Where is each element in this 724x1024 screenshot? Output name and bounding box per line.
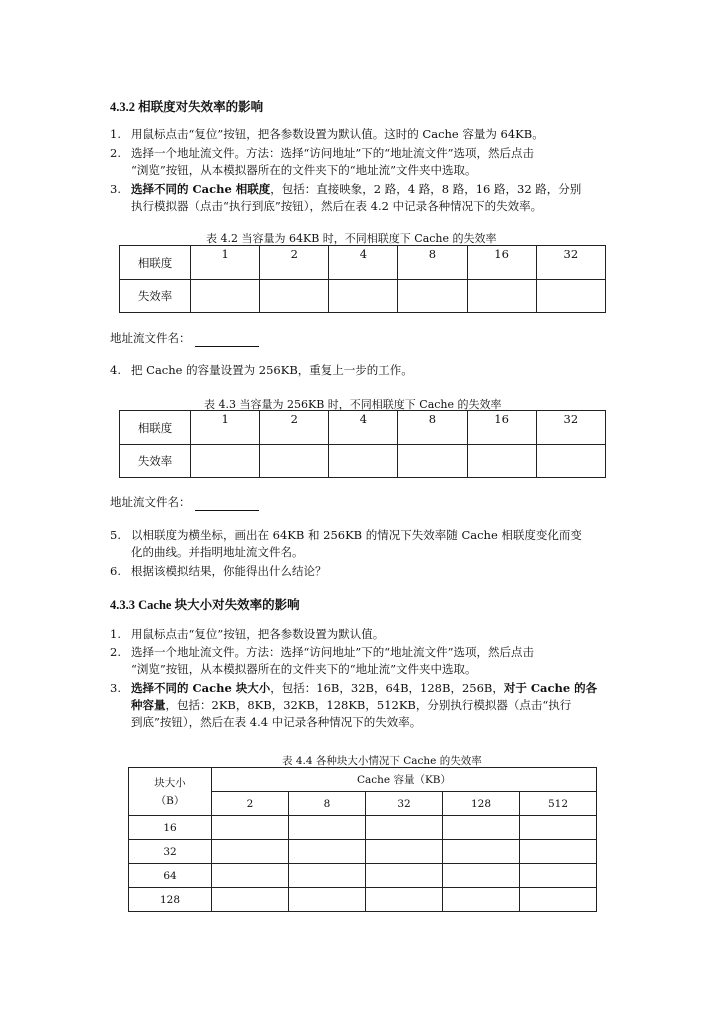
table-cell	[520, 864, 597, 888]
table-cell	[443, 840, 520, 864]
table-cell	[398, 280, 467, 313]
table-cell	[398, 445, 467, 478]
table-cell	[520, 816, 597, 840]
table-4-4: 块大小 （B） Cache 容量（KB） 2 8 32 128 512 16 32 64 128	[128, 767, 597, 912]
blank-line	[195, 498, 259, 511]
table-4-2: 相联度 1 2 4 8 16 32 失效率	[119, 245, 606, 313]
section-heading-4-3-3: 4.3.3 Cache 块大小对失效率的影响	[110, 598, 300, 612]
table-cell	[191, 280, 260, 313]
table-cell	[212, 888, 289, 912]
table-cell	[536, 445, 605, 478]
table-cell	[260, 280, 329, 313]
table-cell	[212, 840, 289, 864]
table-4-3: 相联度 1 2 4 8 16 32 失效率	[119, 410, 606, 478]
table-cell	[289, 840, 366, 864]
table-corner-header: 块大小 （B）	[129, 768, 212, 816]
address-file-label-1: 地址流文件名：	[110, 330, 259, 347]
table-cell	[520, 888, 597, 912]
table-row-label: 失效率	[120, 445, 191, 478]
table-cell	[366, 840, 443, 864]
table-cell	[191, 445, 260, 478]
table-4-2-caption: 表 4.2 当容量为 64KB 时，不同相联度下 Cache 的失效率	[206, 232, 497, 245]
table-row-label: 相联度	[120, 246, 191, 280]
table-cell	[366, 888, 443, 912]
table-cell	[467, 445, 536, 478]
table-4-4-caption: 表 4.4 各种块大小情况下 Cache 的失效率	[282, 755, 482, 767]
table-cell	[520, 840, 597, 864]
table-row-label: 失效率	[120, 280, 191, 313]
table-cell	[443, 888, 520, 912]
step-3: 3. 选择不同的 Cache 块大小，包括：16B，32B，64B，128B，256B，对于 Cache 的各 种容量，包括：2KB，8KB，32KB，128KB，512KB，分别执行模拟器（点击“执行 到底”按钮），然后在表 4.4 中记录各种情况下的失效率。	[110, 681, 598, 729]
table-cell	[467, 280, 536, 313]
table-4-3-caption: 表 4.3 当容量为 256KB 时，不同相联度下 Cache 的失效率	[204, 398, 502, 411]
table-cell	[329, 280, 398, 313]
table-cell	[366, 816, 443, 840]
table-cell	[212, 816, 289, 840]
table-cell	[260, 445, 329, 478]
table-cell	[329, 445, 398, 478]
table-row-label: 相联度	[120, 411, 191, 445]
step-3: 3. 选择不同的 Cache 相联度，包括：直接映象，2 路，4 路，8 路，16 路，32 路，分别 执行模拟器（点击“执行到底”按钮），然后在表 4.2 中记录各种情况下的失效率。	[110, 182, 582, 213]
table-cell	[289, 888, 366, 912]
table-cell	[212, 864, 289, 888]
section-heading-4-3-2: 4.3.2 相联度对失效率的影响	[110, 100, 264, 114]
table-cell	[443, 864, 520, 888]
table-cell	[536, 280, 605, 313]
blank-line	[195, 334, 259, 347]
capacity-header: Cache 容量（KB）	[212, 768, 597, 792]
step-2: 2. 选择一个地址流文件。方法：选择“访问地址”下的“地址流文件”选项，然后点击 “浏览”按钮，从本模拟器所在的文件夹下的“地址流”文件夹中选取。	[110, 645, 535, 676]
step-5: 5. 以相联度为横坐标，画出在 64KB 和 256KB 的情况下失效率随 Cache 相联度变化而变 化的曲线。并指明地址流文件名。	[110, 528, 582, 559]
table-cell	[289, 816, 366, 840]
step-2: 2. 选择一个地址流文件。方法：选择“访问地址”下的“地址流文件”选项，然后点击 “浏览”按钮，从本模拟器所在的文件夹下的“地址流”文件夹中选取。	[110, 146, 535, 177]
table-cell	[289, 864, 366, 888]
table-cell	[366, 864, 443, 888]
address-file-label-2: 地址流文件名：	[110, 494, 259, 511]
table-cell	[443, 816, 520, 840]
